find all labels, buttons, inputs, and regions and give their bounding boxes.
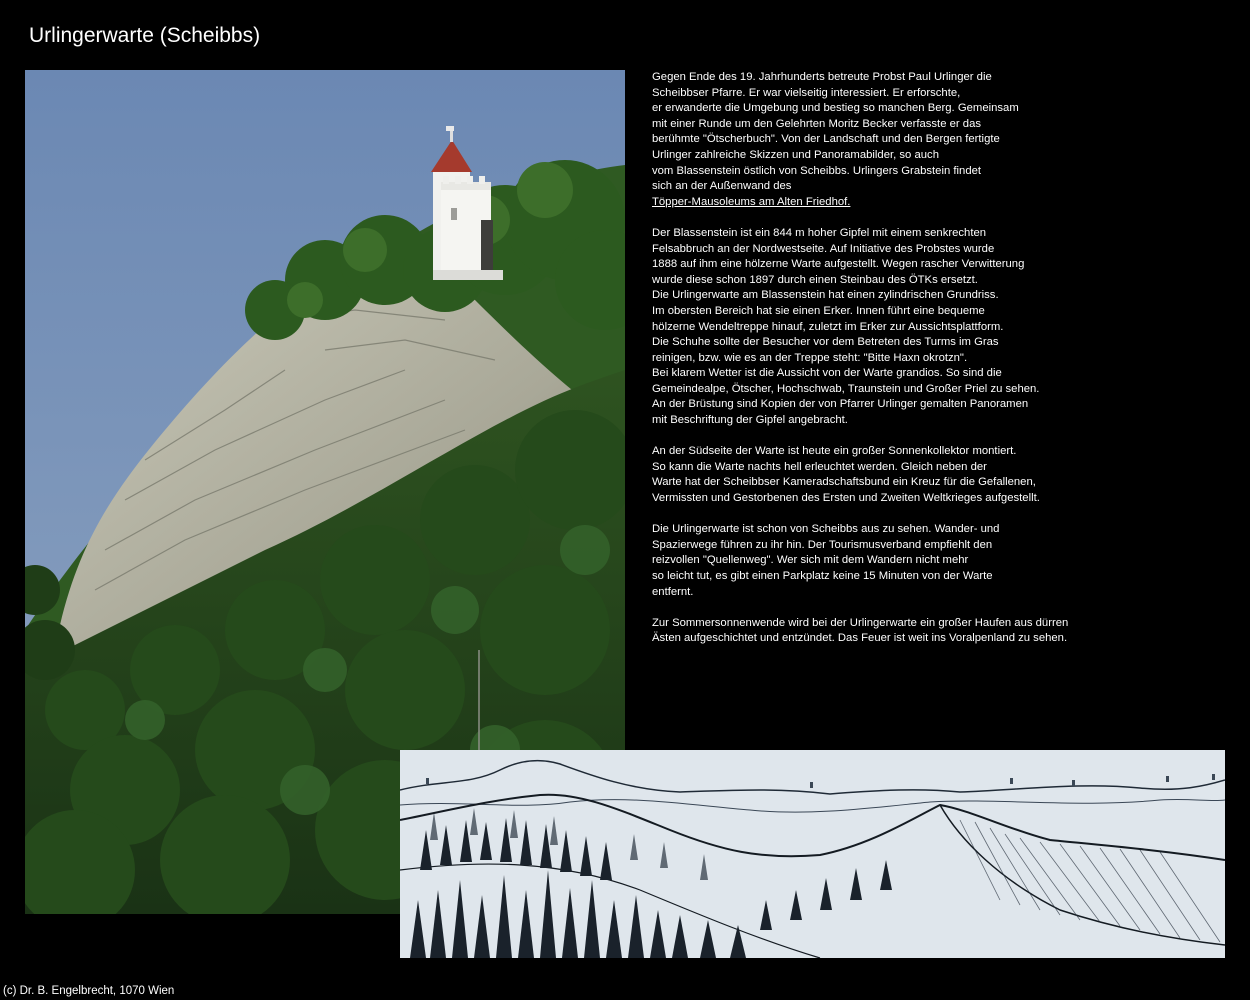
text-line: entfernt. — [652, 585, 694, 598]
text-line: wurde diese schon 1897 durch einen Steinbau des ÖTKs ersetzt. — [652, 273, 978, 286]
text-line: Felsabbruch an der Nordwestseite. Auf Initiative des Probstes wurde — [652, 242, 995, 255]
text-line: Bei klarem Wetter ist die Aussicht von der Warte grandios. So sind die — [652, 367, 1002, 380]
paragraph-access — [652, 522, 1132, 600]
text-line: 1888 auf ihm eine hölzerne Warte aufgestellt. Wegen rascher Verwitterung — [652, 258, 1025, 271]
text-line: Urlinger zahlreiche Skizzen und Panoramabilder, so auch — [652, 148, 939, 161]
text-line: Gegen Ende des 19. Jahrhunderts betreute Probst Paul Urlinger die — [652, 71, 992, 83]
text-line: hölzerne Wendeltreppe hinauf, zuletzt im Erker zur Aussichtsplattform. — [652, 320, 1004, 333]
text-line: Die Urlingerwarte ist schon von Scheibbs aus zu sehen. Wander- und — [652, 523, 1000, 536]
text-line: er erwanderte die Umgebung und bestieg so manchen Berg. Gemeinsam — [652, 102, 1019, 115]
text-line: An der Südseite der Warte ist heute ein großer Sonnenkollektor montiert. — [652, 445, 1017, 458]
text-line: So kann die Warte nachts hell erleuchtet werden. Gleich neben der — [652, 460, 987, 473]
text-line: Ästen aufgeschichtet und entzündet. Das Feuer ist weit ins Voralpenland zu sehen. — [652, 632, 1068, 645]
text-line: mit Beschriftung der Gipfel angebracht. — [652, 414, 848, 427]
text-line: mit einer Runde um den Gelehrten Moritz Becker verfasste er das — [652, 117, 982, 130]
paragraph-south-side — [652, 444, 1132, 506]
text-line: Zur Sommersonnenwende wird bei der Urlingerwarte ein großer Haufen aus dürren — [652, 616, 1069, 629]
text-line: An der Brüstung sind Kopien der von Pfarrer Urlinger gemalten Panoramen — [652, 398, 1029, 411]
text-line: Vermissten und Gestorbenen des Ersten und Zweiten Weltkrieges aufgestellt. — [652, 492, 1040, 505]
text-line: Warte hat der Scheibbser Kameradschaftsbund ein Kreuz für die Gefallenen, — [652, 476, 1036, 489]
text-line: Der Blassenstein ist ein 844 m hoher Gipfel mit einem senkrechten — [652, 226, 987, 239]
text-line: Im obersten Bereich hat sie einen Erker. Innen führt eine bequeme — [652, 304, 985, 317]
mausoleum-link[interactable]: Töpper-Mausoleums am Alten Friedhof. — [652, 195, 851, 208]
text-line: Die Schuhe sollte der Besucher vor dem Betreten des Turms im Gras — [652, 336, 999, 349]
text-line: Die Urlingerwarte am Blassenstein hat einen zylindrischen Grundriss. — [652, 289, 999, 302]
text-line: reinigen, bzw. wie es an der Treppe steht: "Bitte Haxn okrotzn". — [652, 351, 968, 364]
text-line: reizvollen "Quellenweg". Wer sich mit dem Wandern nicht mehr — [652, 554, 969, 567]
paragraph-history — [652, 70, 1132, 210]
text-line: berühmte "Ötscherbuch". Von der Landschaft und den Bergen fertigte — [652, 133, 1000, 146]
panorama-sketch — [400, 750, 1225, 958]
text-line: sich an der Außenwand des — [652, 180, 792, 193]
page-title: Urlingerwarte (Scheibbs) — [29, 24, 261, 47]
text-line: Spazierwege führen zu ihr hin. Der Tourismusverband empfiehlt den — [652, 538, 993, 551]
copyright-footer: (c) Dr. B. Engelbrecht, 1070 Wien — [3, 985, 175, 997]
paragraph-solstice — [652, 616, 1132, 647]
text-line: so leicht tut, es gibt einen Parkplatz keine 15 Minuten von der Warte — [652, 570, 993, 582]
text-line: vom Blassenstein östlich von Scheibbs. Urlingers Grabstein findet — [652, 164, 982, 177]
text-line: Gemeindealpe, Ötscher, Hochschwab, Traunstein und Großer Priel zu sehen. — [652, 382, 1040, 395]
text-line: Scheibbser Pfarre. Er war vielseitig interessiert. Er erforschte, — [652, 86, 961, 99]
panorama-sketch-illustration — [400, 750, 1225, 958]
paragraph-tower — [652, 226, 1132, 429]
description-text — [652, 70, 1132, 663]
